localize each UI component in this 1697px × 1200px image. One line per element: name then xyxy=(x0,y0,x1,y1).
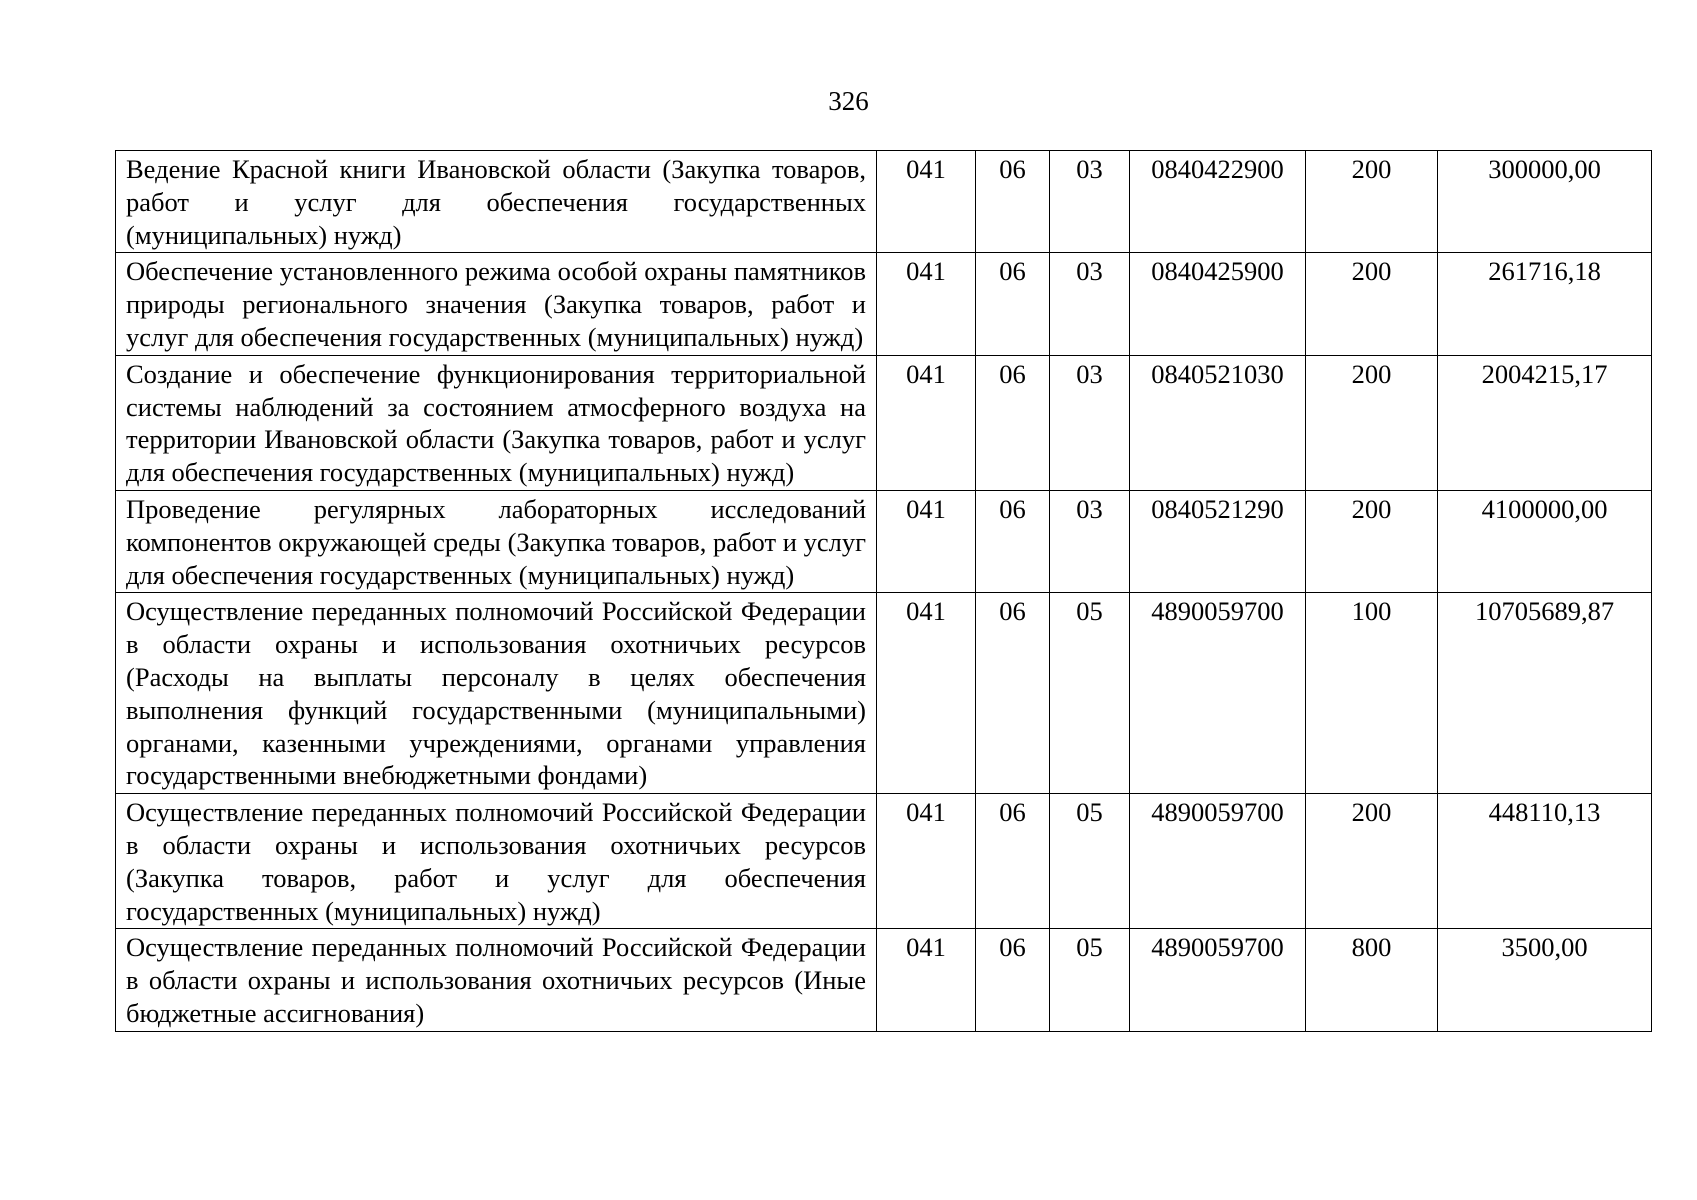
table-row xyxy=(116,253,1652,355)
row-section-code: 06 xyxy=(976,929,1050,1031)
row-target-article-code: 0840422900 xyxy=(1130,151,1306,253)
row-ved-code: 041 xyxy=(877,253,976,355)
row-target-article-code: 0840521290 xyxy=(1130,490,1306,592)
row-subsection-code: 05 xyxy=(1050,593,1130,794)
row-description: Осуществление переданных полномочий Российской Федерации в области охраны и использования охотничьих ресурсов (Иные бюджетные ассигнования) xyxy=(116,929,877,1031)
row-amount: 448110,13 xyxy=(1438,794,1652,929)
row-subsection-code: 03 xyxy=(1050,253,1130,355)
row-target-article-code: 4890059700 xyxy=(1130,794,1306,929)
table-row xyxy=(116,490,1652,592)
row-subsection-code: 03 xyxy=(1050,151,1130,253)
row-expense-type-code: 200 xyxy=(1306,253,1438,355)
table-row xyxy=(116,794,1652,929)
row-subsection-code: 03 xyxy=(1050,355,1130,490)
table-row xyxy=(116,355,1652,490)
row-subsection-code: 05 xyxy=(1050,929,1130,1031)
row-ved-code: 041 xyxy=(877,794,976,929)
row-expense-type-code: 200 xyxy=(1306,151,1438,253)
table-row xyxy=(116,929,1652,1031)
row-ved-code: 041 xyxy=(877,151,976,253)
row-description: Ведение Красной книги Ивановской области (Закупка товаров, работ и услуг для обеспечения государственных (муниципальных) нужд) xyxy=(116,151,877,253)
row-ved-code: 041 xyxy=(877,929,976,1031)
row-ved-code: 041 xyxy=(877,593,976,794)
row-ved-code: 041 xyxy=(877,355,976,490)
row-description: Создание и обеспечение функционирования территориальной системы наблюдений за состоянием атмосферного воздуха на территории Ивановской области (Закупка товаров, работ и услуг для обеспечения государственных (муниципальных) нужд) xyxy=(116,355,877,490)
row-section-code: 06 xyxy=(976,355,1050,490)
row-amount: 261716,18 xyxy=(1438,253,1652,355)
row-expense-type-code: 100 xyxy=(1306,593,1438,794)
page-number: 326 xyxy=(828,86,869,116)
row-description: Проведение регулярных лабораторных исследований компонентов окружающей среды (Закупка товаров, работ и услуг для обеспечения государственных (муниципальных) нужд) xyxy=(116,490,877,592)
row-amount: 2004215,17 xyxy=(1438,355,1652,490)
row-amount: 4100000,00 xyxy=(1438,490,1652,592)
row-section-code: 06 xyxy=(976,490,1050,592)
row-expense-type-code: 200 xyxy=(1306,794,1438,929)
row-expense-type-code: 800 xyxy=(1306,929,1438,1031)
row-subsection-code: 03 xyxy=(1050,490,1130,592)
row-target-article-code: 0840521030 xyxy=(1130,355,1306,490)
row-description: Осуществление переданных полномочий Российской Федерации в области охраны и использования охотничьих ресурсов (Закупка товаров, работ и услуг для обеспечения государственных (муниципальных) нужд) xyxy=(116,794,877,929)
row-amount: 10705689,87 xyxy=(1438,593,1652,794)
row-expense-type-code: 200 xyxy=(1306,355,1438,490)
row-target-article-code: 0840425900 xyxy=(1130,253,1306,355)
budget-table xyxy=(115,150,1652,1032)
row-description: Обеспечение установленного режима особой охраны памятников природы регионального значения (Закупка товаров, работ и услуг для обеспечения государственных (муниципальных) нужд) xyxy=(116,253,877,355)
budget-table-body xyxy=(116,151,1652,1032)
row-subsection-code: 05 xyxy=(1050,794,1130,929)
row-amount: 3500,00 xyxy=(1438,929,1652,1031)
row-description: Осуществление переданных полномочий Российской Федерации в области охраны и использования охотничьих ресурсов (Расходы на выплаты персоналу в целях обеспечения выполнения функций государственными (муниципальными) органами, казенными учреждениями, органами управления государственными внебюджетными фондами) xyxy=(116,593,877,794)
row-section-code: 06 xyxy=(976,794,1050,929)
table-row xyxy=(116,151,1652,253)
row-section-code: 06 xyxy=(976,253,1050,355)
row-section-code: 06 xyxy=(976,151,1050,253)
table-row xyxy=(116,593,1652,794)
row-ved-code: 041 xyxy=(877,490,976,592)
row-expense-type-code: 200 xyxy=(1306,490,1438,592)
row-target-article-code: 4890059700 xyxy=(1130,929,1306,1031)
row-amount: 300000,00 xyxy=(1438,151,1652,253)
row-target-article-code: 4890059700 xyxy=(1130,593,1306,794)
row-section-code: 06 xyxy=(976,593,1050,794)
